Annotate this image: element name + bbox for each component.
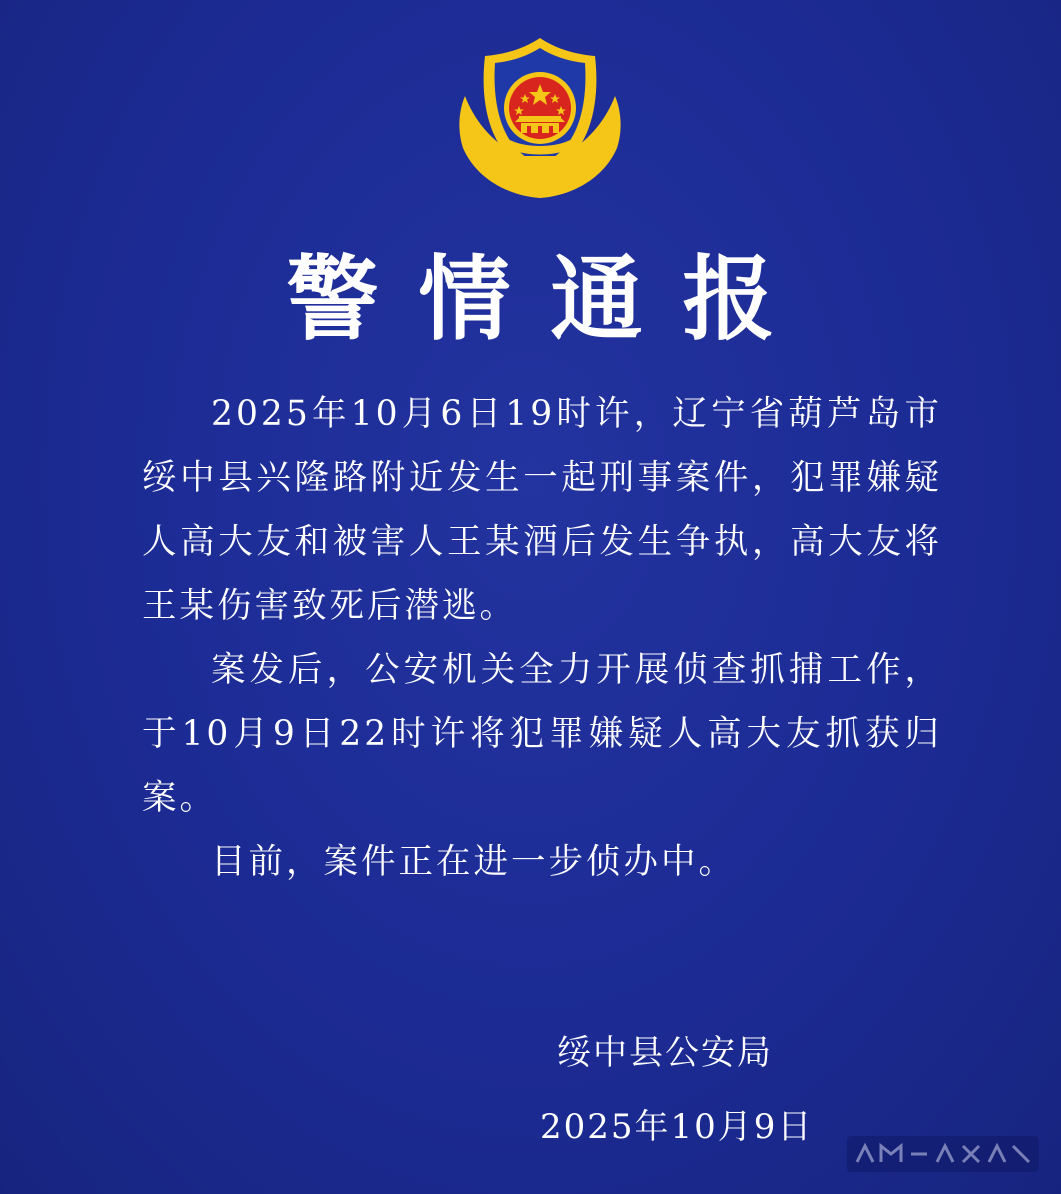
issue-date: 2025年10月9日 — [540, 1107, 814, 1147]
issuer-name: 绥中县公安局 — [557, 1033, 773, 1073]
notice-signature — [540, 1016, 814, 1164]
watermark-icon — [847, 1136, 1039, 1172]
police-emblem-icon — [455, 30, 625, 205]
notice-paragraph: 2025年10月6日19时许，辽宁省葫芦岛市绥中县兴隆路附近发生一起刑事案件，犯罪嫌疑人高大友和被害人王某酒后发生争执，高大友将王某伤害致死后潜逃。 — [142, 394, 942, 626]
notice-paragraph: 案发后，公安机关全力开展侦查抓捕工作，于10月9日22时许将犯罪嫌疑人高大友抓获归案。 — [142, 650, 942, 818]
notice-title: 警情通报 — [286, 246, 815, 353]
notice-body — [142, 382, 942, 894]
notice-paragraph: 目前，案件正在进一步侦办中。 — [211, 842, 736, 882]
